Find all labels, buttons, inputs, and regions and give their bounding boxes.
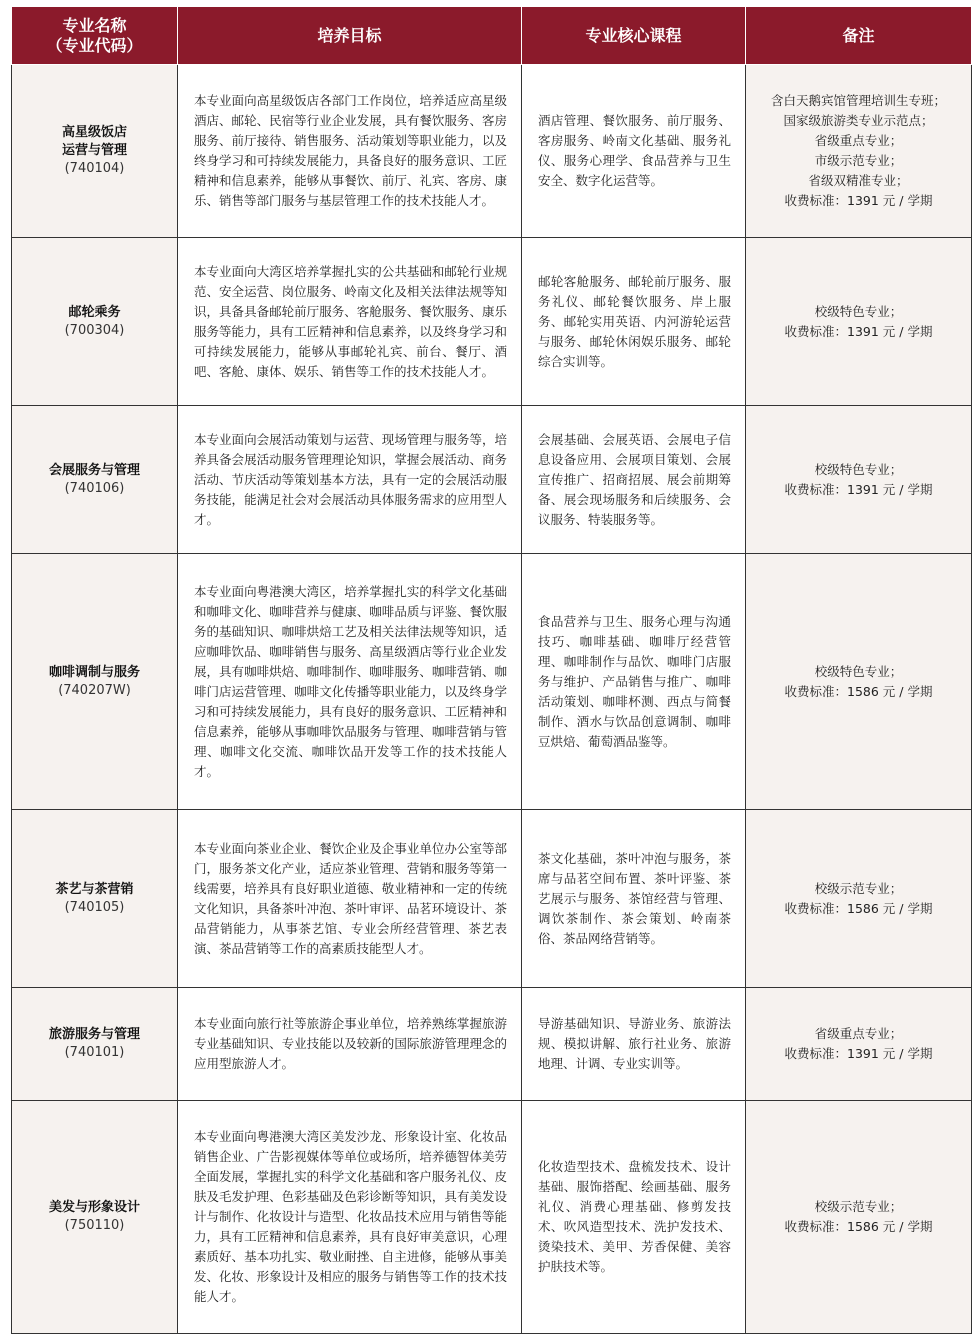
core-courses: 化妆造型技术、盘梳发技术、设计基础、服饰搭配、绘画基础、服务礼仪、消费心理基础、修剪发技术、吹风造型技术、洗护发技术、烫染技术、美甲、芳香保健、美容护肤技术等。 — [522, 1101, 746, 1334]
training-goal: 本专业面向粤港澳大湾区美发沙龙、形象设计室、化妆品销售企业、广告影视媒体等单位或场所，培养德智体美劳全面发展，掌握扎实的科学文化基础和客户服务礼仪、皮肤及毛发护理、色彩基础及色彩诊断等知识，具有美发设计与制作、化妆设计与造型、化妆品技术应用与销售等能力，具有工匠精神和信息素养，具有良好审美意识，心理素质好、基本功扎实、敬业耐挫、自主进修，能够从事美发、化妆、形象设计及相应的服务与销售等工作的技术技能人才。 — [178, 1101, 522, 1334]
note-line: 省级双精准专业； — [808, 173, 909, 188]
note-line: 省级重点专业； — [814, 1026, 903, 1041]
table-row — [12, 988, 972, 1101]
training-goal: 本专业面向会展活动策划与运营、现场管理与服务等，培养具备会展活动服务管理理论知识，掌握会展活动、商务活动、节庆活动等策划基本方法，具有一定的会展活动服务技能，能满足社会对会展活动具体服务需求的应用型人才。 — [178, 406, 522, 554]
table-row — [12, 65, 972, 238]
major-code: (740105) — [64, 899, 125, 915]
major-name-cell — [12, 65, 178, 238]
major-name: 运营与管理 — [61, 143, 127, 158]
note-line: 国家级旅游类专业示范点； — [783, 113, 934, 128]
note-line: 省级重点专业； — [814, 133, 903, 148]
major-code: (700304) — [64, 322, 125, 338]
note-line: 收费标准：1391 元 / 学期 — [784, 481, 933, 497]
table-row — [12, 238, 972, 406]
note-line: 市级示范专业； — [814, 153, 903, 168]
header-name-line2: （专业代码） — [46, 35, 143, 55]
header-major-name — [12, 7, 178, 65]
major-code: (750110) — [64, 1218, 125, 1233]
major-name-cell — [12, 406, 178, 554]
major-name: 美发与形象设计 — [48, 1200, 140, 1215]
note-line: 校级示范专业； — [814, 1199, 903, 1214]
core-courses: 茶文化基础，茶叶冲泡与服务，茶席与品茗空间布置、茶叶评鉴、茶艺展示与服务、茶馆经营与管理、调饮茶制作、茶会策划、岭南茶俗、茶品网络营销等。 — [522, 810, 746, 988]
major-name: 咖啡调制与服务 — [48, 664, 140, 680]
table-row — [12, 810, 972, 988]
training-goal: 本专业面向大湾区培养掌握扎实的公共基础和邮轮行业规范、安全运营、岗位服务、岭南文化及相关法律法规等知识，具备具备邮轮前厅服务、客舱服务、餐饮服务、康乐服务等能力，具有工匠精神和信息素养，以及终身学习和可持续发展能力，能够从事邮轮礼宾、前台、餐厅、酒吧、客舱、康体、娱乐、销售等工作的技术技能人才。 — [178, 238, 522, 406]
note-line: 校级示范专业； — [814, 880, 903, 896]
core-courses: 邮轮客舱服务、邮轮前厅服务、服务礼仪、邮轮餐饮服务、岸上服务、邮轮实用英语、内河游轮运营与服务、邮轮休闲娱乐服务、邮轮综合实训等。 — [522, 238, 746, 406]
note-line: 收费标准：1586 元 / 学期 — [784, 1219, 933, 1234]
header-row — [12, 7, 972, 65]
table-body — [12, 65, 972, 1334]
major-name: 会展服务与管理 — [48, 462, 140, 478]
notes-cell — [746, 65, 972, 238]
notes-cell — [746, 238, 972, 406]
major-name: 高星级饭店 — [61, 125, 127, 140]
note-line: 校级特色专业； — [814, 663, 903, 679]
training-goal: 本专业面向粤港澳大湾区，培养掌握扎实的科学文化基础和咖啡文化、咖啡营养与健康、咖啡品质与评鉴、餐饮服务的基础知识、咖啡烘焙工艺及相关法律法规等知识，适应咖啡饮品、咖啡销售与服务、高星级酒店等行业企业发展，具有咖啡烘焙、咖啡制作、咖啡服务、咖啡营销、咖啡门店运营管理、咖啡文化传播等职业能力，以及终身学习和可持续发展能力，具有良好的服务意识、工匠精神和信息素养，能够从事咖啡饮品服务与管理、咖啡营销与管理、咖啡文化交流、咖啡饮品开发等工作的技术技能人才。 — [178, 554, 522, 810]
notes-cell — [746, 1101, 972, 1334]
note-line: 收费标准：1391 元 / 学期 — [784, 323, 933, 339]
majors-table — [11, 6, 972, 1334]
training-goal: 本专业面向旅行社等旅游企事业单位，培养熟练掌握旅游专业基础知识、专业技能以及较新的国际旅游管理理念的应用型旅游人才。 — [178, 988, 522, 1101]
major-name-cell — [12, 810, 178, 988]
core-courses: 会展基础、会展英语、会展电子信息设备应用、会展项目策划、会展宣传推广、招商招展、展会前期筹备、展会现场服务和后续服务、会议服务、特装服务等。 — [522, 406, 746, 554]
major-name: 邮轮乘务 — [68, 304, 121, 320]
note-line: 收费标准：1391 元 / 学期 — [784, 193, 933, 208]
note-line: 收费标准：1391 元 / 学期 — [784, 1046, 933, 1061]
table-row — [12, 1101, 972, 1334]
note-line: 校级特色专业； — [814, 461, 903, 477]
header-courses: 专业核心课程 — [522, 7, 746, 65]
notes-cell — [746, 554, 972, 810]
header-name-line1: 专业名称 — [62, 15, 127, 35]
notes-cell — [746, 406, 972, 554]
training-goal: 本专业面向茶业企业、餐饮企业及企事业单位办公室等部门，服务茶文化产业，适应茶业管理、营销和服务等第一线需要，培养具有良好职业道德、敬业精神和一定的传统文化知识，具备茶叶冲泡、茶叶审评、品茗环境设计、茶品营销能力，从事茶艺馆、专业会所经营管理、茶艺表演、茶品营销等工作的高素质技能型人才。 — [178, 810, 522, 988]
core-courses: 食品营养与卫生、服务心理与沟通技巧、咖啡基础、咖啡厅经营管理、咖啡制作与品饮、咖啡门店服务与维护、产品销售与推广、咖啡活动策划、咖啡杯测、西点与简餐制作、酒水与饮品创意调制、咖啡豆烘焙、葡萄酒品鉴等。 — [522, 554, 746, 810]
major-name: 旅游服务与管理 — [48, 1027, 140, 1042]
major-name-cell — [12, 238, 178, 406]
major-code: (740106) — [64, 480, 125, 496]
major-name-cell — [12, 988, 178, 1101]
note-line: 收费标准：1586 元 / 学期 — [784, 683, 933, 699]
note-line: 含白天鹅宾馆管理培训生专班； — [770, 93, 946, 108]
major-name-cell — [12, 1101, 178, 1334]
notes-cell — [746, 810, 972, 988]
major-code: (740207W) — [58, 682, 131, 698]
major-name-cell — [12, 554, 178, 810]
major-code: (740101) — [64, 1045, 125, 1060]
notes-cell — [746, 988, 972, 1101]
header-goal: 培养目标 — [178, 7, 522, 65]
major-code: (740104) — [64, 161, 125, 176]
table-row — [12, 406, 972, 554]
core-courses: 导游基础知识、导游业务、旅游法规、模拟讲解、旅行社业务、旅游地理、计调、专业实训等。 — [522, 988, 746, 1101]
core-courses: 酒店管理、餐饮服务、前厅服务、客房服务、岭南文化基础、服务礼仪、服务心理学、食品营养与卫生安全、数字化运营等。 — [522, 65, 746, 238]
note-line: 收费标准：1586 元 / 学期 — [784, 900, 933, 916]
table-header — [12, 7, 972, 65]
header-notes: 备注 — [746, 7, 972, 65]
note-line: 校级特色专业； — [814, 303, 903, 319]
major-name: 茶艺与茶营销 — [55, 881, 134, 897]
training-goal: 本专业面向高星级饭店各部门工作岗位，培养适应高星级酒店、邮轮、民宿等行业企业发展，具有餐饮服务、客房服务、前厅接待、销售服务、活动策划等职业能力，以及终身学习和可持续发展能力，具备良好的服务意识、工匠精神和信息素养，能够从事餐饮、前厅、礼宾、客房、康乐、销售等部门服务与基层管理工作的技术技能人才。 — [178, 65, 522, 238]
table-row — [12, 554, 972, 810]
